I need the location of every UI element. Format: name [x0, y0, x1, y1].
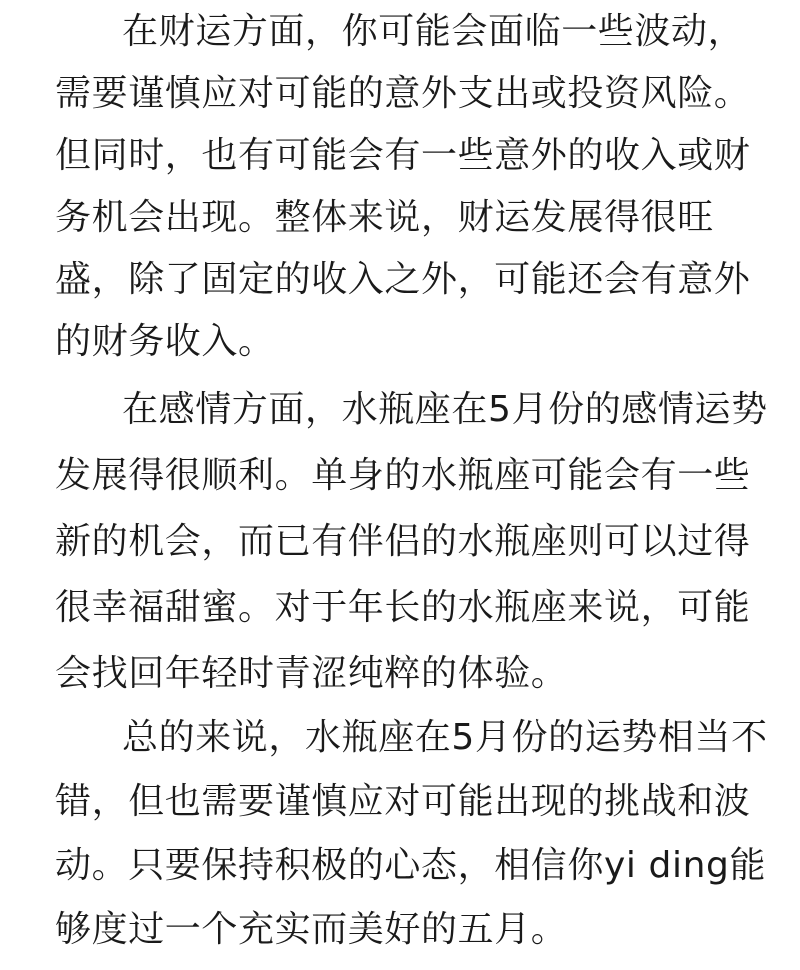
paragraph-3-line-2: 错，但也需要谨慎应对可能出现的挑战和波	[55, 781, 751, 822]
paragraph-1-line-3: 但同时，也有可能会有一些意外的收入或财	[55, 135, 751, 176]
paragraph-1-line-1: 在财运方面，你可能会面临一些波动，	[122, 11, 745, 52]
paragraph-1-line-6: 的财务收入。	[55, 321, 275, 362]
paragraph-3-line-3: 动。只要保持积极的心态，相信你yi ding能	[55, 845, 767, 886]
paragraph-3-line-4: 够度过一个充实而美好的五月。	[55, 909, 568, 950]
paragraph-2-line-4: 很幸福甜蜜。对于年长的水瓶座来说，可能	[55, 587, 751, 628]
paragraph-2-line-5: 会找回年轻时青涩纯粹的体验。	[55, 653, 568, 694]
paragraph-2-line-1: 在感情方面，水瓶座在5月份的感情运势	[122, 389, 768, 430]
paragraph-2-line-3: 新的机会，而已有伴侣的水瓶座则可以过得	[55, 521, 751, 562]
paragraph-2-line-2: 发展得很顺利。单身的水瓶座可能会有一些	[55, 455, 751, 496]
paragraph-1-line-4: 务机会出现。整体来说，财运发展得很旺	[55, 197, 714, 238]
paragraph-1-line-2: 需要谨慎应对可能的意外支出或投资风险。	[55, 73, 751, 114]
paragraph-1-line-5: 盛，除了固定的收入之外，可能还会有意外	[55, 259, 751, 300]
paragraph-3-line-1: 总的来说，水瓶座在5月份的运势相当不	[122, 717, 768, 758]
